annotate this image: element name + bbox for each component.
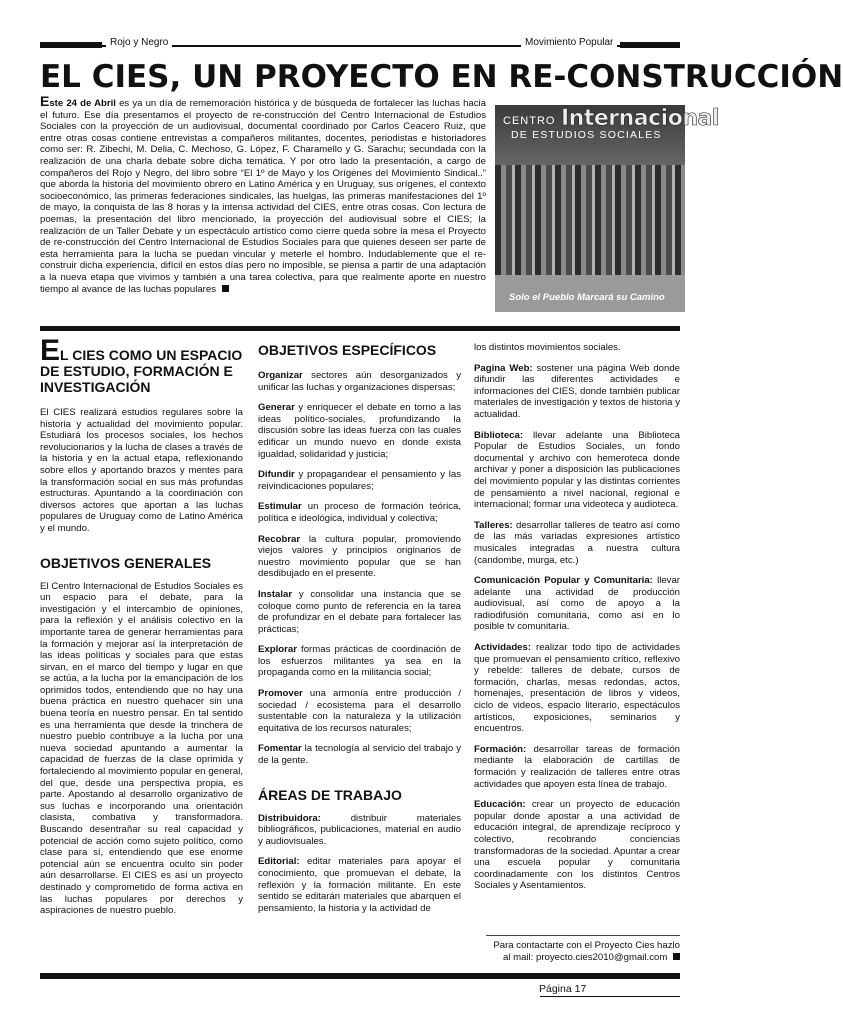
list-item-lead: Promover	[258, 688, 303, 700]
list-item-text: y propagandear el pensamiento y las reivindicaciones populares;	[258, 469, 461, 492]
intro-dropcap: E	[40, 93, 50, 109]
page-number: Página 17	[539, 983, 587, 995]
page-number-rule	[540, 996, 680, 997]
list-item-lead: Distribuidora:	[258, 812, 321, 824]
photo-logo-centro: CENTRO	[503, 115, 556, 127]
generales-paragraph: El Centro Internacional de Estudios Sociales es un espacio para el debate, para la investigación y el intercambio de opiniones, para la reflexión y el análisis colectivo en la importante tarea de generar herramientas para la formación y mejorar así la interpretación de las ideas políticas y sociales para que estas sirvan, en el marco del tiempo y lugar en que se actúa, a la lucha por la emancipación de los oprimidos todos, entendiendo que no hay una buena práctica en nuestro quehacer sin una buena teoría en nuestro pensar. En tal sentido es una herramienta que desde la trinchera de nuestro pueblo contribuye a la lucha por una nueva sociedad apuntando a aumentar la capacidad de fuerzas de la clase oprimida y fortaleciendo al movimiento popular en general, del que, desde una perspectiva propia, es parte. Apostando al desarrollo organizativo de sus luchas e incorporando una orientación clasista, combativa y transformadora. Buscando desentrañar su real capacidad y potencial de acción como sujeto político, como clase para sí, entendiendo que ese enorme potencial aún se encuentra oculto sin poder aún desarrollarse. El CIES es así un proyecto destinado y comprometido de forma activa en las luchas populares por derechos y aspiraciones de nuestro pueblo.	[40, 580, 243, 917]
list-item	[258, 534, 461, 580]
list-item-text: llevar adelante una Biblioteca Popular de Estudios Sociales, un fondo documental y archivo con hemeroteca donde archivar y poner a disposición las publicaciones del movimiento popular y las distintas corrientes de pensamiento a nivel nacional, regional e internacional; formar una videoteca y audioteca.	[474, 429, 680, 511]
photo-caption: Solo el Pueblo Marcará su Camino	[509, 292, 665, 303]
areas-list	[258, 813, 461, 915]
photo-logo-estudios: DE ESTUDIOS SOCIALES	[511, 129, 662, 141]
list-item-text: llevar adelante una actividad de producción audiovisual, así como de apoyo a la radiodifusión comunitaria, como así en lo posible tv comunitaria.	[474, 575, 681, 633]
list-item-text: distribuir materiales bibliográficos, publicaciones, material en audio y audiovisuales.	[258, 812, 461, 847]
contact-email: al mail: proyecto.cies2010@gmail.com	[502, 952, 668, 963]
list-item	[258, 501, 461, 524]
column-2	[258, 342, 461, 923]
list-item-lead: Difundir	[258, 469, 295, 481]
article-title: EL CIES, UN PROYECTO EN RE-CONSTRUCCIÓN	[40, 59, 843, 95]
list-item	[258, 644, 461, 679]
list-item-lead: Formación:	[474, 743, 527, 755]
list-item	[474, 799, 680, 892]
list-item-lead: Fomentar	[258, 743, 302, 755]
running-head-left: Rojo y Negro	[106, 37, 172, 48]
intro-paragraph	[40, 93, 486, 295]
section-heading-generales: OBJETIVOS GENERALES	[40, 554, 212, 571]
list-item-text: la cultura popular, promoviendo viejos valores y principios originarios de nuestro movimiento popular que se han desdibujado en el presente.	[258, 533, 461, 580]
list-item-lead: Generar	[258, 402, 295, 414]
section-divider	[40, 326, 680, 331]
list-item-text: y enriquecer el debate en torno a las ideas político-sociales, profundizando la discusión sobre las ideas fuerza con las cuales edificar un mundo nuevo en donde exista igualdad, solidaridad y justicia;	[258, 402, 461, 460]
list-item-lead: Organizar	[258, 370, 303, 381]
list-item	[474, 642, 680, 735]
running-head-right: Movimiento Popular	[521, 37, 617, 48]
header-rule-left-block	[40, 42, 102, 48]
list-item-text: desarrollar tareas de formación mediante la elaboración de cartillas de formación y realización de talleres entre otras actividades que apoyen esta línea de trabajo.	[474, 743, 680, 790]
list-item	[474, 430, 680, 511]
list-item-lead: Biblioteca:	[474, 429, 524, 441]
list-item	[258, 743, 461, 766]
end-mark-icon	[673, 953, 680, 960]
intro-text: es ya un día de rememoración histórica y de búsqueda de fortalecer las luchas hacia el futuro. Ese día presentamos el proyecto de re-construcción del Centro Internacional de Estudios Sociales con la proyección de un audiovisual, documental coordinado por Carlos Ceacero Ruiz, que entre otras cosas contiene entrevistas a compañeros militantes, docentes, periodistas e historiadores como ser: R. Zibechi, M. Delia, C. Mechoso, G. López, F. Charamello y G. Sarachu; secundada con la realización de una charla debate sobre dicha temática. Y por otro lado la presentación, a cargo de compañeros del Rojo y Negro, del libro sobre “El 1º de Mayo y los Orígenes del Movimiento Sindical..” que aborda la historia del movimiento obrero en Latino América y en Uruguay, sus orígenes, el contexto socioeconómico, las primeras federaciones sindicales, las huelgas, las primeras manifestaciones del 1º de mayo, la conquista de las 8 horas y la intensa actividad del CIES, entre otras cosas. Con lectura de poemas, la presentación del libro mencionado, la proyección del audiovisual sobre el CIES; la realización de un Taller Debate y un espectáculo artístico como cierre queda sobre la mesa el Proyecto de re-construcción del Centro Internacional de Estudios Sociales para que quienes deseen ser parte de esta herramienta para la lucha se puedan vincular y meterle el hombro. Indudablemente que el re-construir dicha experiencia, difícil en estos días pero no imposible, se piensa a partir de una adaptación a la nueva etapa que vivimos y también a una tarea colectiva, para que realmente aporte en nuestro tiempo al avance de las luchas populares	[40, 98, 486, 295]
list-item	[258, 589, 461, 635]
footer-rule	[40, 973, 680, 979]
list-item	[474, 575, 680, 633]
list-item-lead: Talleres:	[474, 519, 513, 531]
photo-logo-internacional: Internacional	[561, 106, 719, 131]
list-item-text: formas prácticas de coordinación de los esfuerzos militantes ya sea en la propaganda como en la militancia social;	[258, 644, 461, 679]
list-item	[258, 402, 461, 460]
areas-continued: los distintos movimientos sociales.	[474, 342, 621, 353]
list-item	[258, 813, 461, 848]
section-heading-cies	[40, 334, 243, 395]
list-item-text: sectores aún desorganizados y unificar las luchas y organizaciones dispersas;	[258, 370, 461, 393]
list-item-text: sostener una página Web donde difundir las diferentes actividades e informaciones del CIES, donde también publicar materiales de investigación y textos de historia y actualidad.	[474, 362, 680, 420]
list-item-lead: Editorial:	[258, 856, 300, 868]
list-item-text: una armonía entre producción / sociedad / ecosistema para el desarrollo sustentable con la naturaleza y la utilización equitativa de los recursos naturales;	[258, 688, 461, 734]
list-item	[258, 469, 461, 492]
contact-rule	[486, 935, 680, 936]
column-3	[474, 342, 680, 901]
list-item-lead: Instalar	[258, 588, 293, 600]
header-photo	[495, 105, 719, 312]
column-1	[40, 334, 243, 926]
list-item-lead: Pagina Web:	[474, 362, 533, 374]
list-item-lead: Educación:	[474, 799, 526, 811]
section-heading-especificos: OBJETIVOS ESPECÍFICOS	[258, 342, 437, 358]
list-item	[474, 363, 680, 421]
list-item-text: editar materiales para apoyar el conocimiento, que promuevan el debate, la reflexión y la formación militante. En este sentido se editarán materiales que abarquen el pensamiento, la historia y la actividad de	[258, 856, 461, 914]
list-item-lead: Estimular	[258, 501, 302, 513]
list-item-lead: Explorar	[258, 644, 297, 656]
contact-box	[474, 940, 680, 964]
heading-dropcap: E	[40, 334, 61, 367]
list-item	[258, 688, 461, 734]
list-item	[258, 856, 461, 914]
contact-line-2	[474, 952, 680, 964]
list-item-text: desarrollar talleres de teatro así como de las más variadas expresiones artístico musicales integradas a nuestra cultura (candombe, murga, etc.)	[474, 519, 680, 566]
list-item	[474, 744, 680, 790]
list-item-text: un proceso de formación teórica, política e ideológica, individual y colectiva;	[258, 501, 461, 524]
list-item-lead: Actividades:	[474, 642, 532, 654]
intro-date: ste 24 de Abril	[49, 98, 116, 109]
list-item	[474, 520, 680, 566]
contact-line-1: Para contactarte con el Proyecto Cies hazlo	[493, 940, 680, 951]
list-item-lead: Comunicación Popular y Comunitaria:	[474, 575, 653, 587]
list-item-text: y consolidar una instancia que se coloque como punto de referencia en la tarea de profundizar en el debate para fortalecer las prácticas;	[258, 588, 461, 635]
list-item-lead: Recobrar	[258, 533, 301, 545]
list-item-text: la tecnología al servicio del trabajo y de la gente.	[258, 743, 461, 767]
section-heading-areas: ÁREAS DE TRABAJO	[258, 786, 402, 803]
list-item-text: crear un proyecto de educación popular donde apostar a una actividad de educación integral, de aprendizaje recíproco y colectivo, recobrando conciencias transformadoras de la sociedad. Apuntar a crear una escuela popular y comunitaria coordinadamente con los distintos Centros Sociales y Asentamientos.	[474, 799, 680, 892]
list-item-text: realizar todo tipo de actividades que promuevan el pensamiento crítico, reflexivo y rebelde: talleres de debate, cursos de formación, charlas, mesas redondas, actos, homenajes, presentación de libros y videos, ciclo de videos, espacio literario, espectáculos artísticos, exposiciones, seminarios y encuentros.	[474, 642, 680, 735]
areas-list-continued	[474, 363, 680, 892]
end-mark-icon	[222, 285, 229, 292]
heading-rest: L CIES COMO UN ESPACIO DE ESTUDIO, FORMACIÓN E INVESTIGACIÓN	[40, 347, 243, 395]
header-rule-right-block	[620, 42, 680, 48]
especificos-list	[258, 370, 461, 767]
cies-paragraph: El CIES realizará estudios regulares sobre la historia y actualidad del movimiento popular. Estudiará los procesos sociales, los hechos revolucionarios y la lucha de clases a través de la historia y en la actual etapa, reflexionando sobre ellos y aportando brazos y mentes para la transformación social en sus más profundas estructuras. Apuntando a la coordinación con diversos actores que aportan a las luchas populares de Uruguay como de Latino América y el mundo.	[40, 407, 243, 534]
list-item	[258, 370, 461, 393]
